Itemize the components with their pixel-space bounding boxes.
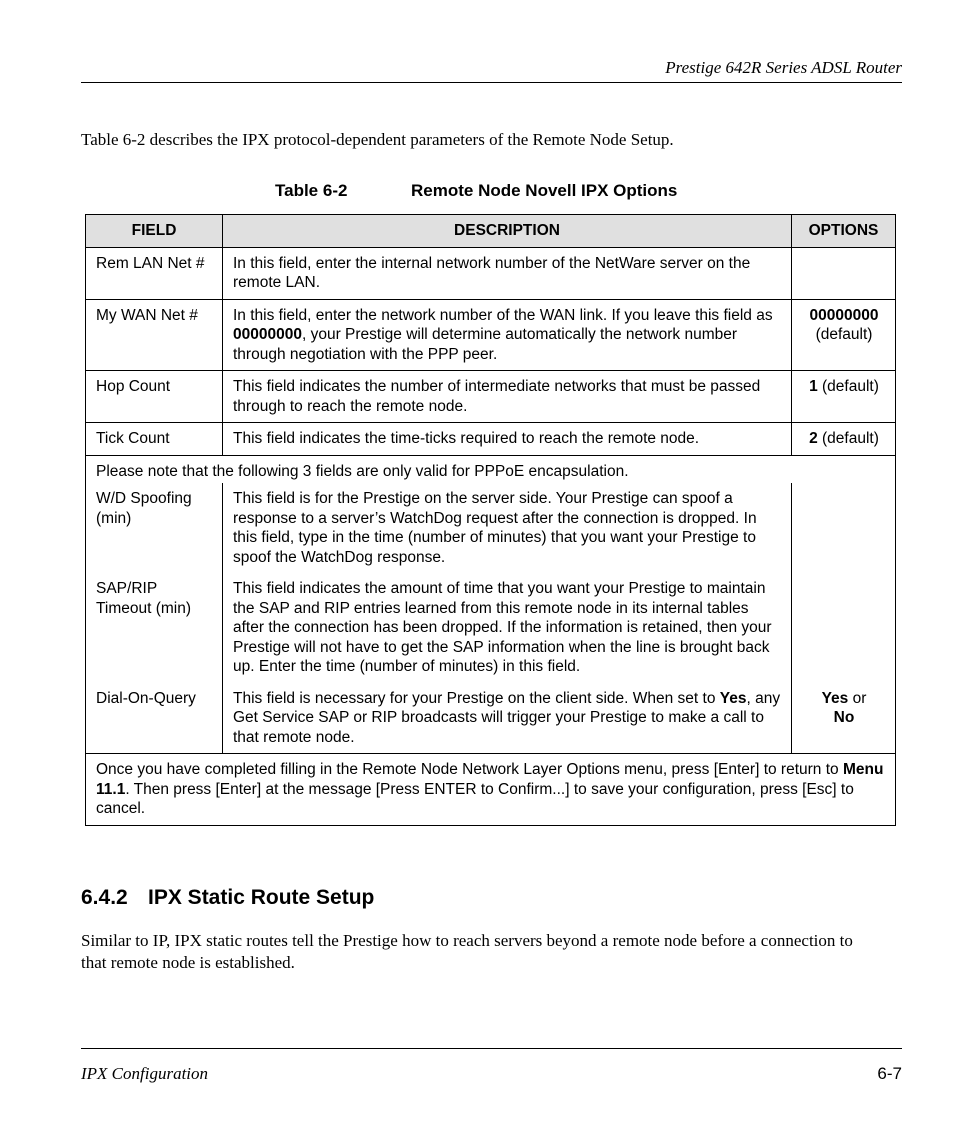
header-description: DESCRIPTION [223,215,792,248]
description-cell: This field indicates the number of intermediate networks that must be passed through to reach the remote node. [223,371,792,423]
field-cell: My WAN Net # [86,299,223,371]
options-cell [792,573,896,683]
table-row [86,423,896,456]
options-cell: 2 (default) [792,423,896,456]
table-caption-title: Remote Node Novell IPX Options [411,181,678,200]
table-header-row [86,215,896,248]
field-cell: Rem LAN Net # [86,247,223,299]
description-cell: This field indicates the time-ticks required to reach the remote node. [223,423,792,456]
table-row [86,299,896,371]
section-heading [81,886,374,910]
footer-page-number: 6-7 [877,1064,902,1083]
table-row [86,371,896,423]
pppoe-note-row [86,455,896,483]
footer-chapter: IPX Configuration [81,1064,209,1083]
page-header [81,58,902,83]
field-cell: Tick Count [86,423,223,456]
section-title: IPX Static Route Setup [148,886,375,909]
footer-note-row [86,754,896,826]
field-cell: W/D Spoofing (min) [86,483,223,573]
field-cell: Dial-On-Query [86,683,223,754]
field-cell: Hop Count [86,371,223,423]
description-cell: In this field, enter the network number of the WAN link. If you leave this field as 00000000, your Prestige will determine automatically the network number through negotiation with the PPP peer. [223,299,792,371]
options-cell: Yes or No [792,683,896,754]
table-row [86,483,896,573]
description-cell: In this field, enter the internal network number of the NetWare server on the remote LAN. [223,247,792,299]
description-cell: This field indicates the amount of time that you want your Prestige to maintain the SAP and RIP entries learned from this remote node in its internal tables after the connection has been dropped. If the information is retained, then your Prestige will not have to get the SAP information when the line is brought back up. Enter the time (number of minutes) in this field. [223,573,792,683]
header-title: Prestige 642R Series ADSL Router [665,58,902,77]
page-footer [81,1048,902,1085]
intro-paragraph: Table 6-2 describes the IPX protocol-dependent parameters of the Remote Node Setup. [81,130,674,149]
table-caption [275,181,775,201]
options-cell: 1 (default) [792,371,896,423]
table-row [86,573,896,683]
header-field: FIELD [86,215,223,248]
table-row [86,247,896,299]
footer-note: Once you have completed filling in the Remote Node Network Layer Options menu, press [Enter] to return to Menu 11.1. Then press [Enter] at the message [Press ENTER to Confirm...] to save your configuration, press [Esc] to cancel. [86,754,896,826]
body-paragraph: Similar to IP, IPX static routes tell the Prestige how to reach servers beyond a remote node before a connection to that remote node is established. [81,931,853,972]
ipx-options-table [85,214,896,826]
options-cell [792,483,896,573]
table-caption-number: Table 6-2 [275,181,348,200]
pppoe-note: Please note that the following 3 fields are only valid for PPPoE encapsulation. [86,455,896,483]
header-options: OPTIONS [792,215,896,248]
field-cell: SAP/RIP Timeout (min) [86,573,223,683]
section-number: 6.4.2 [81,886,128,909]
table-row [86,683,896,754]
options-cell [792,247,896,299]
description-cell: This field is necessary for your Prestige on the client side. When set to Yes, any Get Service SAP or RIP broadcasts will trigger your Prestige to make a call to that remote node. [223,683,792,754]
options-cell: 00000000 (default) [792,299,896,371]
description-cell: This field is for the Prestige on the server side. Your Prestige can spoof a response to a server’s WatchDog request after the connection is dropped. In this field, type in the time (number of minutes) that you want your Prestige to spoof the WatchDog response. [223,483,792,573]
